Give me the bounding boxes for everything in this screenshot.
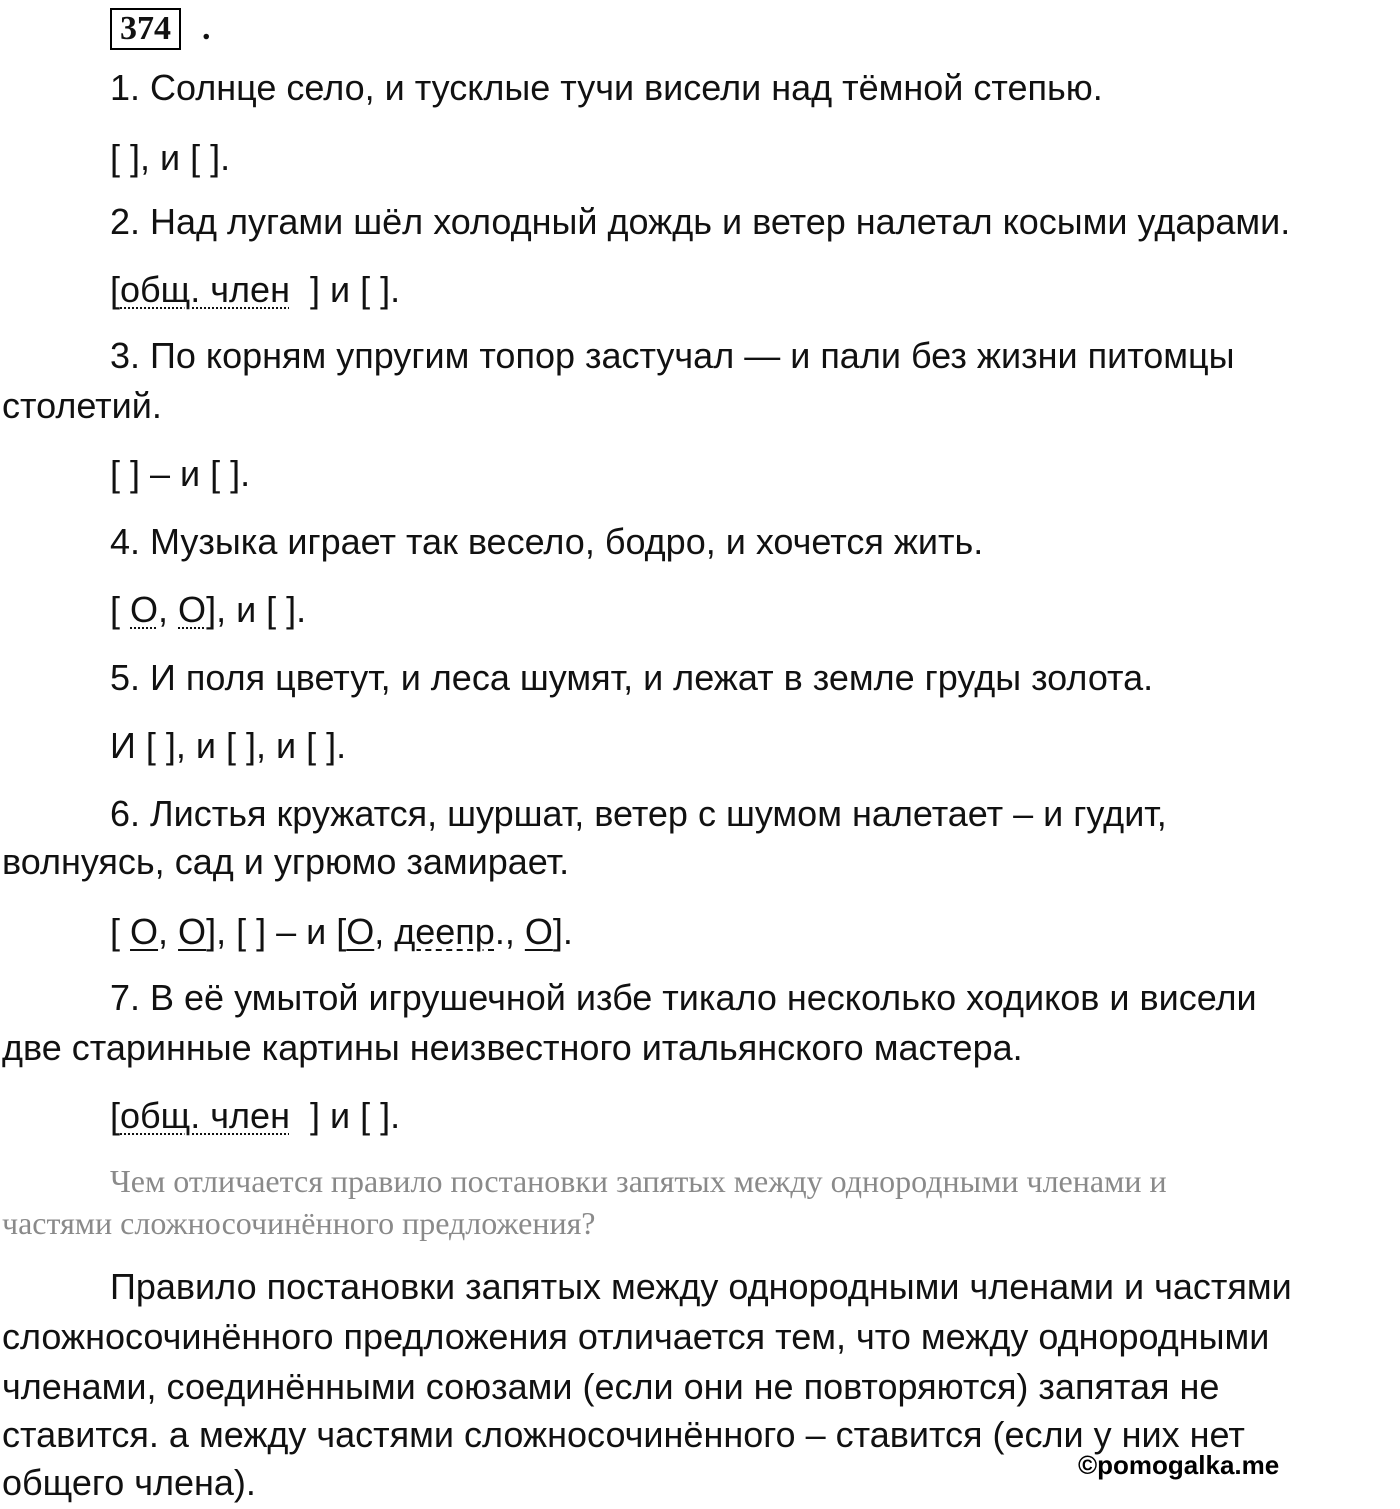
- sentence-6-line-2: волнуясь, сад и угрюмо замирает.: [2, 841, 570, 882]
- scheme-bracket: [: [110, 269, 121, 310]
- sentence-1: 1. Солнце село, и тусклые тучи висели над тёмной степью.: [110, 67, 1103, 108]
- common-member-label: общ. член: [120, 1095, 290, 1136]
- sentence-3-line-1: 3. По корням упругим топор застучал — и пали без жизни питомцы: [110, 335, 1235, 376]
- answer-line-3: членами, соединёнными союзами (если они не повторяются) запятая не: [2, 1366, 1220, 1407]
- sentence-3-line-2: столетий.: [2, 385, 162, 426]
- scheme-1: [ ], и [ ].: [110, 137, 231, 178]
- common-member-label: общ. член: [120, 269, 290, 310]
- circumstance-mark: О: [130, 911, 159, 952]
- answer-line-4: ставится. а между частями сложносочинённого – ставится (если у них нет: [2, 1414, 1245, 1455]
- exercise-number-dot: .: [202, 10, 211, 47]
- participle-mark: деепр: [394, 911, 495, 952]
- answer-line-2: сложносочинённого предложения отличается тем, что между однородными: [2, 1316, 1270, 1357]
- scheme-6: [ О, О], [ ] – и [О, деепр., О].: [110, 911, 573, 952]
- sentence-6-line-1: 6. Листья кружатся, шуршат, ветер с шумом налетает – и гудит,: [110, 793, 1167, 834]
- circumstance-mark: О: [130, 589, 159, 630]
- circumstance-mark: О: [178, 589, 207, 630]
- exercise-number: 374: [110, 8, 181, 50]
- sentence-5: 5. И поля цветут, и леса шумят, и лежат в земле груды золота.: [110, 657, 1154, 698]
- scheme-4: [ О, О], и [ ].: [110, 589, 307, 630]
- sentence-7-line-2: две старинные картины неизвестного итальянского мастера.: [2, 1027, 1023, 1068]
- circumstance-mark: О: [178, 911, 207, 952]
- sentence-2: 2. Над лугами шёл холодный дождь и ветер налетал косыми ударами.: [110, 201, 1291, 242]
- question-line-1: Чем отличается правило постановки запятых между однородными членами и: [110, 1163, 1167, 1199]
- scheme-5: И [ ], и [ ], и [ ].: [110, 725, 347, 766]
- circumstance-mark: О: [346, 911, 375, 952]
- circumstance-mark: О: [524, 911, 553, 952]
- answer-line-5: общего члена).: [2, 1462, 256, 1503]
- scheme-7: [110, 1092, 400, 1140]
- question-line-2: частями сложносочинённого предложения?: [2, 1205, 596, 1241]
- scheme-2: [110, 266, 400, 314]
- watermark: ©pomogalka.me: [1078, 1450, 1280, 1480]
- scheme-3: [ ] – и [ ].: [110, 453, 251, 494]
- sentence-7-line-1: 7. В её умытой игрушечной избе тикало несколько ходиков и висели: [110, 977, 1257, 1018]
- sentence-4: 4. Музыка играет так весело, бодро, и хочется жить.: [110, 521, 984, 562]
- scheme-tail: ] и [ ].: [289, 1095, 401, 1136]
- scheme-bracket: [: [110, 1095, 121, 1136]
- answer-line-1: Правило постановки запятых между однородными членами и частями: [110, 1266, 1292, 1307]
- scheme-tail: ] и [ ].: [289, 269, 401, 310]
